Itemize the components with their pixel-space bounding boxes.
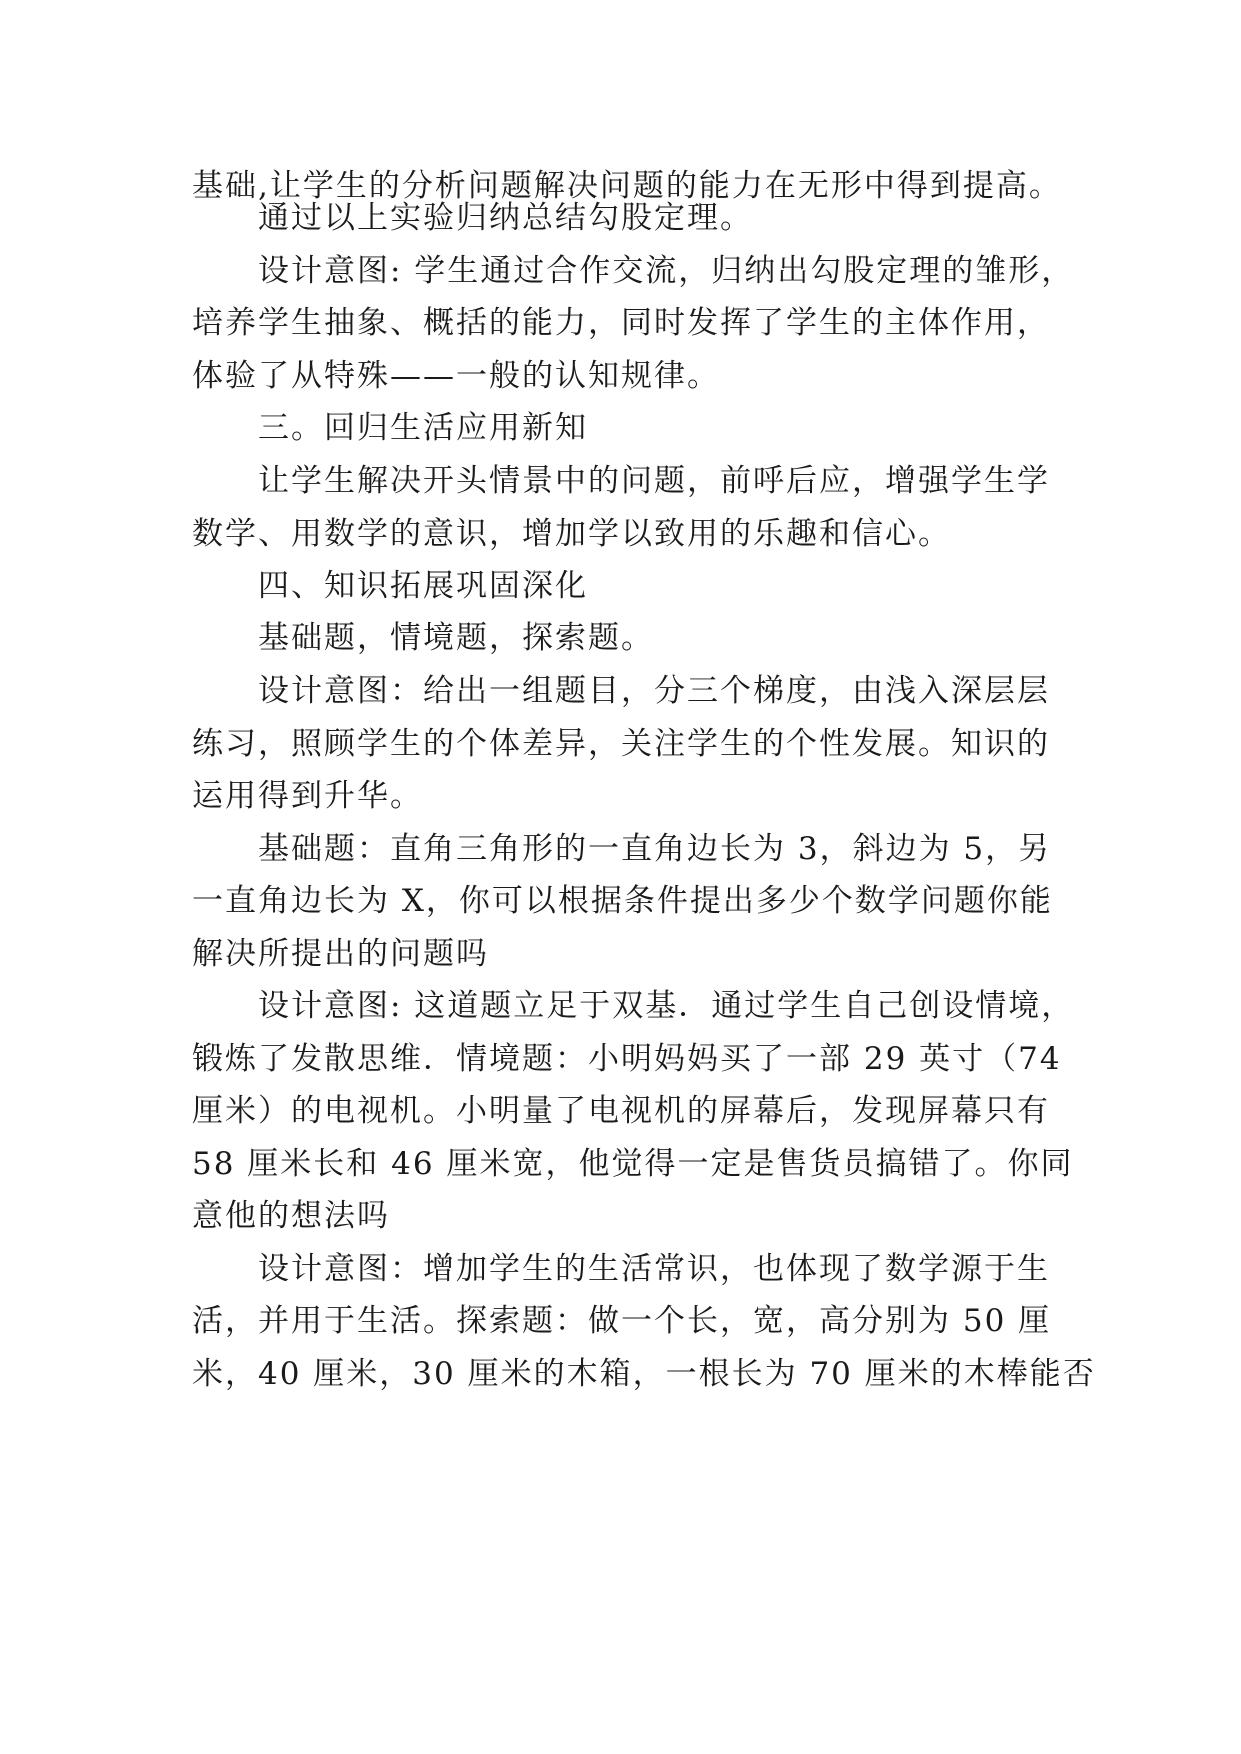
text-line: 基础题：直角三角形的一直角边长为 3，斜边为 5，另	[258, 831, 1052, 867]
text-line: 运用得到升华。	[192, 778, 423, 814]
text-line: 解决所提出的问题吗	[192, 936, 489, 972]
text-line: 数学、用数学的意识，增加学以致用的乐趣和信心。	[192, 516, 951, 552]
text-line: 意他的想法吗	[192, 1198, 390, 1234]
text-line: 设计意图：给出一组题目，分三个梯度，由浅入深层层	[258, 673, 1050, 709]
text-line: 练习，照顾学生的个体差异，关注学生的个性发展。知识的	[192, 726, 1050, 762]
text-line: 设计意图: 学生通过合作交流，归纳出勾股定理的雏形，	[258, 253, 1075, 289]
text-line: 米，40 厘米，30 厘米的木箱，一根长为 70 厘米的木棒能否	[192, 1356, 1096, 1392]
text-line: 设计意图: 这道题立足于双基．通过学生自己创设情境，	[258, 988, 1075, 1024]
text-line: 一直角边长为 X，你可以根据条件提出多少个数学问题你能	[192, 883, 1053, 919]
text-line: 让学生解决开头情景中的问题，前呼后应，增强学生学	[258, 463, 1050, 499]
text-line: 58 厘米长和 46 厘米宽，他觉得一定是售货员搞错了。你同	[192, 1146, 1074, 1182]
text-line: 设计意图：增加学生的生活常识，也体现了数学源于生	[258, 1251, 1050, 1287]
section-heading: 四、知识拓展巩固深化	[258, 568, 588, 604]
text-line: 通过以上实验归纳总结勾股定理。	[258, 200, 753, 236]
section-heading: 三。回归生活应用新知	[258, 410, 588, 446]
text-line: 厘米）的电视机。小明量了电视机的屏幕后，发现屏幕只有	[192, 1093, 1050, 1129]
text-line: 体验了从特殊——一般的认知规律。	[192, 358, 720, 394]
text-line: 培养学生抽象、概括的能力，同时发挥了学生的主体作用，	[192, 305, 1050, 341]
text-line: 基础,让学生的分析问题解决问题的能力在无形中得到提高。	[192, 168, 1062, 204]
text-line: 活，并用于生活。探索题：做一个长，宽，高分别为 50 厘	[192, 1303, 1052, 1339]
text-line: 锻炼了发散思维．情境题：小明妈妈买了一部 29 英寸（74	[192, 1041, 1062, 1077]
text-line: 基础题，情境题，探索题。	[258, 620, 654, 656]
